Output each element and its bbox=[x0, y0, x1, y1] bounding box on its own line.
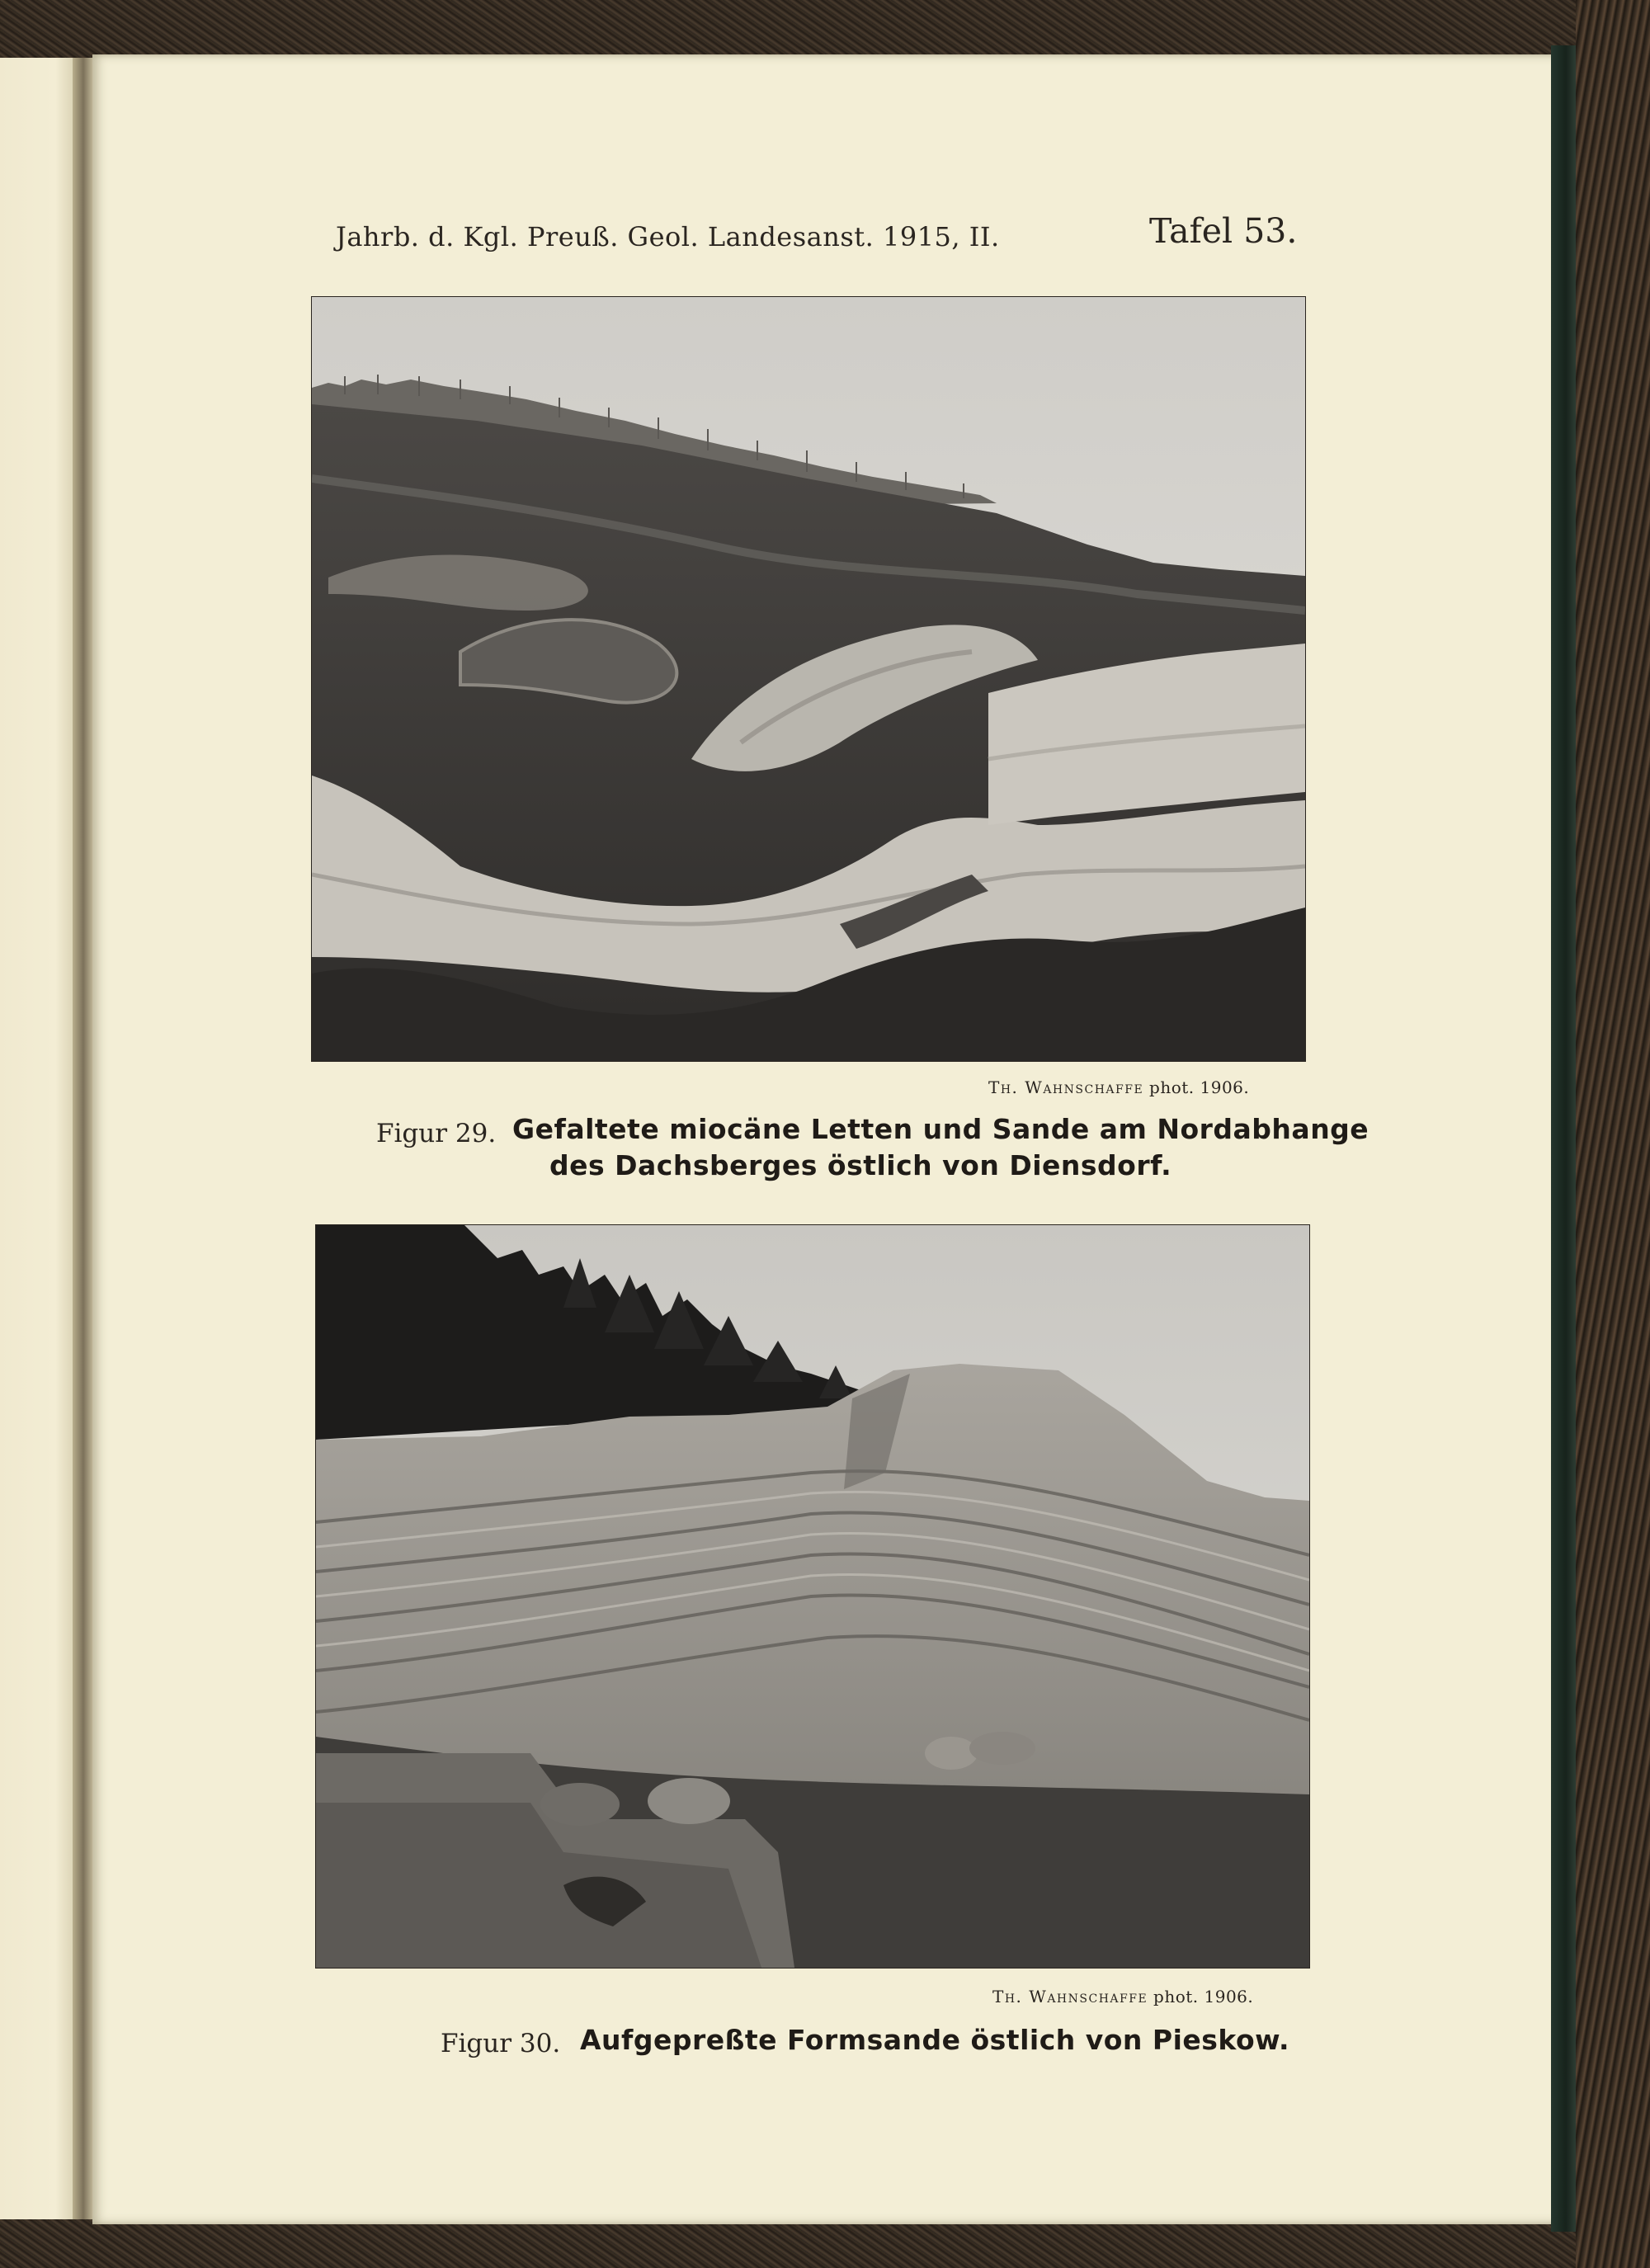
page-gutter bbox=[73, 58, 94, 2219]
figure-30-credit bbox=[992, 1987, 1253, 2006]
photo-date: phot. 1906. bbox=[1149, 1077, 1250, 1097]
left-page-edge bbox=[0, 58, 79, 2219]
figure-29-photo bbox=[311, 296, 1306, 1062]
figure-29-label: Figur 29. bbox=[376, 1119, 497, 1148]
figure-30-label: Figur 30. bbox=[441, 2029, 561, 2058]
figure-30-caption: Aufgepreßte Formsande östlich von Pieskow. bbox=[580, 2024, 1290, 2056]
journal-header: Jahrb. d. Kgl. Preuß. Geol. Landesanst. 1915, II. bbox=[336, 221, 1000, 252]
figure-29-caption-line-2: des Dachsberges östlich von Diensdorf. bbox=[549, 1149, 1172, 1181]
figure-29-caption-line-1: Gefaltete miocäne Letten und Sande am Nordabhange bbox=[512, 1113, 1370, 1145]
figure-30-photo bbox=[315, 1224, 1310, 1969]
figure-29-credit bbox=[988, 1077, 1249, 1097]
photo-date: phot. 1906. bbox=[1153, 1987, 1254, 2006]
photographer-name: Th. Wahnschaffe bbox=[992, 1987, 1148, 2006]
cover-edge-right bbox=[1576, 0, 1650, 2268]
plate-number: Tafel 53. bbox=[1149, 211, 1298, 251]
photographer-name: Th. Wahnschaffe bbox=[988, 1077, 1144, 1097]
cover-binding-edge bbox=[1551, 45, 1576, 2232]
